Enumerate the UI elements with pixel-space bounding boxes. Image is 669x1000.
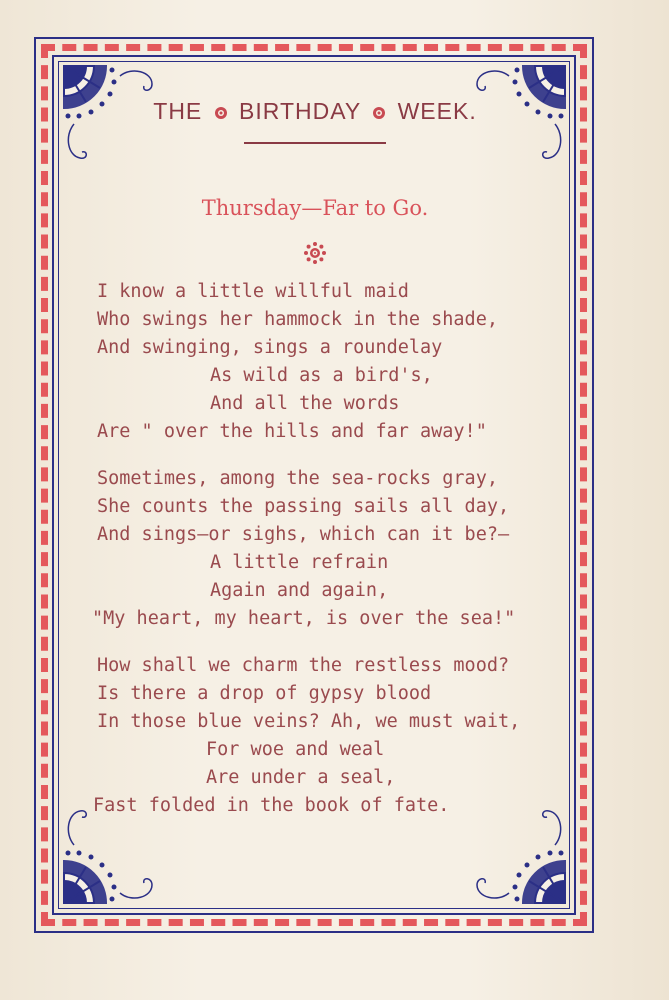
corner-ornament-bottom-right-icon <box>469 797 569 907</box>
poem-line: Is there a drop of gypsy blood <box>97 683 432 704</box>
header-word-birthday: BIRTHDAY <box>239 98 361 124</box>
poem-line: In those blue veins? Ah, we must wait, <box>97 711 521 732</box>
poem-line: Who swings her hammock in the shade, <box>97 309 498 330</box>
poem-title: Thursday—Far to Go. <box>201 196 429 220</box>
page-header <box>100 98 530 125</box>
poem-line: A little refrain <box>210 552 389 573</box>
header-word-week: WEEK. <box>397 98 477 124</box>
poem-line: Are under a seal, <box>206 767 396 788</box>
poem-line: I know a little willful maid <box>97 281 409 302</box>
poem-line: As wild as a bird's, <box>210 365 433 386</box>
poem-line: "My heart, my heart, is over the sea!" <box>92 608 516 629</box>
poem-line: She counts the passing sails all day, <box>97 496 510 517</box>
rosette-icon <box>372 106 386 120</box>
poem-line: Sometimes, among the sea-rocks gray, <box>97 468 498 489</box>
poem-line: How shall we charm the restless mood? <box>97 655 510 676</box>
poem-line: Fast folded in the book of fate. <box>93 795 450 816</box>
poem-line: Again and again, <box>210 580 389 601</box>
poem-line: Are " over the hills and far away!" <box>97 421 487 442</box>
rosette-ornament-icon <box>303 241 327 265</box>
rosette-icon <box>214 106 228 120</box>
poem-line: And all the words <box>210 393 400 414</box>
poem-line: For woe and weal <box>206 739 385 760</box>
header-word-the: THE <box>153 98 203 124</box>
header-divider <box>244 142 386 144</box>
poem-line: And sings—or sighs, which can it be?— <box>97 524 510 545</box>
poem-line: And swinging, sings a roundelay <box>97 337 443 358</box>
